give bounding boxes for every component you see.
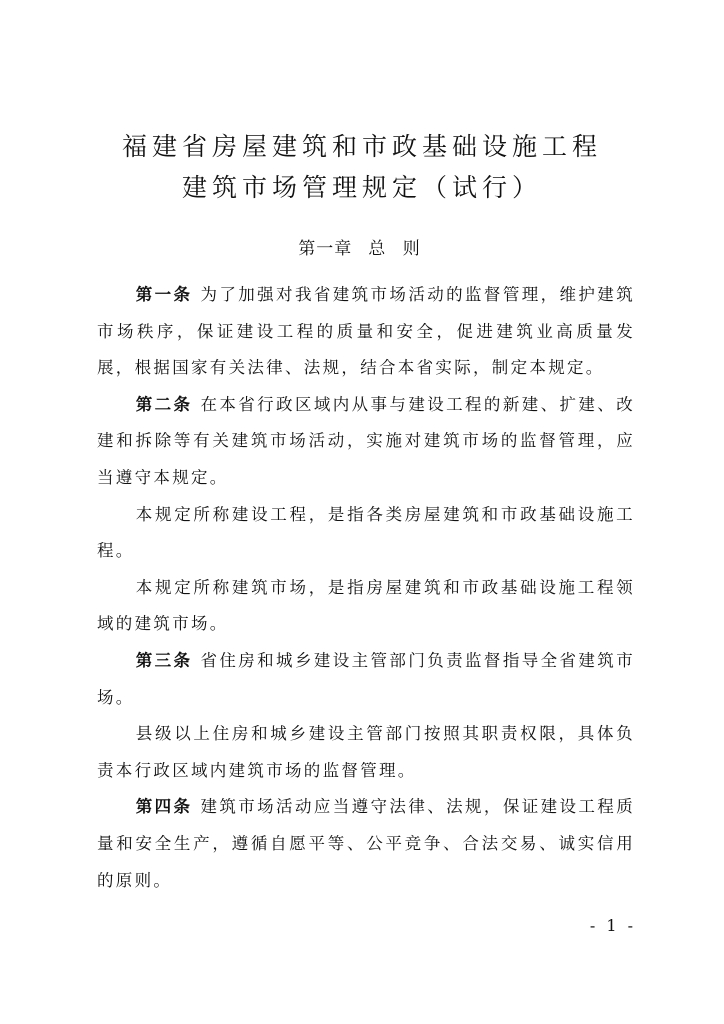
paragraph-text: 本规定所称建筑市场，是指房屋建筑和市政基础设施工程领域的建筑市场。 — [97, 577, 635, 634]
article-label: 第二条 — [135, 394, 193, 414]
paragraph-definition-market — [97, 570, 635, 643]
paragraph-text: 本规定所称建设工程，是指各类房屋建筑和市政基础设施工程。 — [97, 504, 635, 561]
page-number: - 1 - — [589, 916, 636, 935]
article-label: 第一条 — [135, 285, 193, 304]
paragraph-county-duties — [97, 716, 635, 789]
paragraph-text: 为了加强对我省建筑市场活动的监督管理，维护建筑市场秩序，保证建设工程的质量和安全，促进建筑业高质量发展，根据国家有关法律、法规，结合本省实际，制定本规定。 — [97, 285, 635, 378]
paragraph-article-1 — [97, 277, 635, 387]
document-title-line-1: 福建省房屋建筑和市政基础设施工程 — [121, 132, 602, 161]
chapter-heading — [0, 237, 724, 261]
article-label: 第三条 — [135, 650, 193, 670]
paragraph-text: 县级以上住房和城乡建设主管部门按照其职责权限，具体负责本行政区域内建筑市场的监督管理。 — [97, 724, 635, 780]
chapter-name: 总 则 — [368, 239, 426, 259]
paragraph-text: 省住房和城乡建设主管部门负责监督指导全省建筑市场。 — [97, 650, 635, 707]
chapter-number: 第一章 — [298, 239, 353, 259]
document-title-line-2: 建筑市场管理规定（试行） — [181, 173, 542, 202]
article-label: 第四条 — [135, 797, 193, 817]
paragraph-text: 在本省行政区域内从事与建设工程的新建、扩建、改建和拆除等有关建筑市场活动，实施对建筑市场的监督管理，应当遵守本规定。 — [97, 394, 635, 487]
paragraph-article-4 — [97, 789, 635, 899]
paragraph-text: 建筑市场活动应当遵守法律、法规，保证建设工程质量和安全生产，遵循自愿平等、公平竞争、合法交易、诚实信用的原则。 — [97, 797, 635, 890]
paragraph-article-3 — [97, 643, 635, 716]
document-body — [97, 277, 635, 899]
paragraph-definition-project — [97, 497, 635, 570]
paragraph-article-2 — [97, 387, 635, 497]
